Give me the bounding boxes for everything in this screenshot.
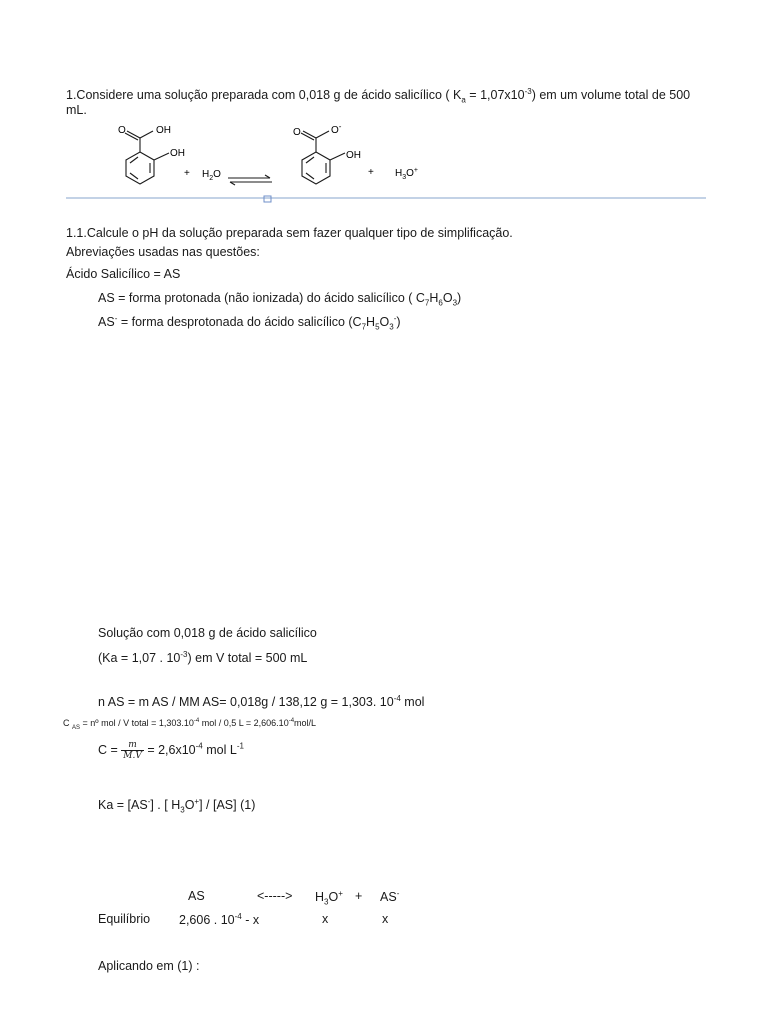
salicylic-acid-structure [125, 131, 169, 184]
plus-sign-2: + [368, 167, 374, 178]
ka-expression: Ka = [AS-] . [ $H_3O^+] / [AS]$ (1) [98, 797, 256, 815]
as-protonated-definition: AS = forma protonada (não ionizada) do ácido salicílico ( $C_7H_6O_3$) [98, 291, 462, 308]
equilibrium-header-plus: + [355, 889, 363, 903]
applying-note: Aplicando em (1) : [98, 959, 200, 973]
plus-sign-1: + [184, 168, 190, 179]
concentration-formula: C = $\frac{m}{M.V}$ = $2,6x10^{-4}$ mol $L^{-1}$ [98, 740, 244, 761]
equilibrium-h3o-value: x [322, 912, 329, 926]
question-1-line-1: 1.Considere uma solução preparada com 0,018 g de ácido salicílico ( $K_a = 1,07x10^{-3}$) em um volume total de 500 [66, 87, 691, 105]
moles-calculation: n AS = m AS / MM AS= 0,018g / 138,12 g = 1,303. $10^{-4}$ mol [98, 694, 425, 710]
question-1-line-2: mL. [66, 103, 87, 117]
as-definition: Ácido Salicílico = AS [66, 267, 181, 281]
salicylate-structure [301, 131, 345, 184]
equilibrium-row-label: Equilíbrio [98, 912, 151, 926]
acid-carboxyl-oh: OH [156, 125, 171, 136]
as-deprotonated-definition: AS- = forma desprotonada do ácido salicílico $(C_7H_5O_3^-)$ [98, 314, 401, 332]
hydronium-label: $H_3O^+$ [395, 167, 419, 181]
equilibrium-header-arrow: <-----> [257, 889, 293, 903]
concentration-calculation: C $_{AS}$ = nº mol / V total = $1,303.10^{-4}$ mol / 0,5 $L = 2,606.10^{-4}mol/L$ [63, 718, 317, 731]
mass-fraction: $\frac{m}{M.V}$ [123, 740, 142, 761]
equilibrium-as-value: 2,606 . $10^{-4}$ - x [179, 912, 260, 928]
abbreviations-heading: Abreviações usadas nas questões: [66, 245, 260, 259]
salicylate-o-minus: O- [331, 122, 342, 136]
acid-carbonyl-o: O [118, 125, 126, 136]
equilibrium-arrow-icon [228, 175, 272, 185]
equilibrium-as-minus-value: x [382, 912, 389, 926]
reaction-scheme [66, 118, 706, 204]
acid-phenol-oh: OH [170, 148, 185, 159]
water-label: $H_2O$ [202, 169, 221, 182]
equilibrium-header-as: AS [188, 889, 205, 903]
resize-handle[interactable] [264, 196, 271, 202]
equilibrium-header-h3o: $H_3O^+$ [315, 889, 343, 907]
salicylate-phenol-oh: OH [346, 150, 361, 161]
salicylate-carbonyl-o: O [293, 127, 301, 138]
solution-line-2: (Ka = 1,07 . $10^{-3}$) em V total = 500 mL [98, 650, 308, 666]
solution-line-1: Solução com 0,018 g de ácido salicílico [98, 626, 317, 640]
question-1-1-title: 1.1.Calcule o pH da solução preparada sem fazer qualquer tipo de simplificação. [66, 226, 513, 240]
equilibrium-header-as-minus: AS- [380, 889, 400, 905]
